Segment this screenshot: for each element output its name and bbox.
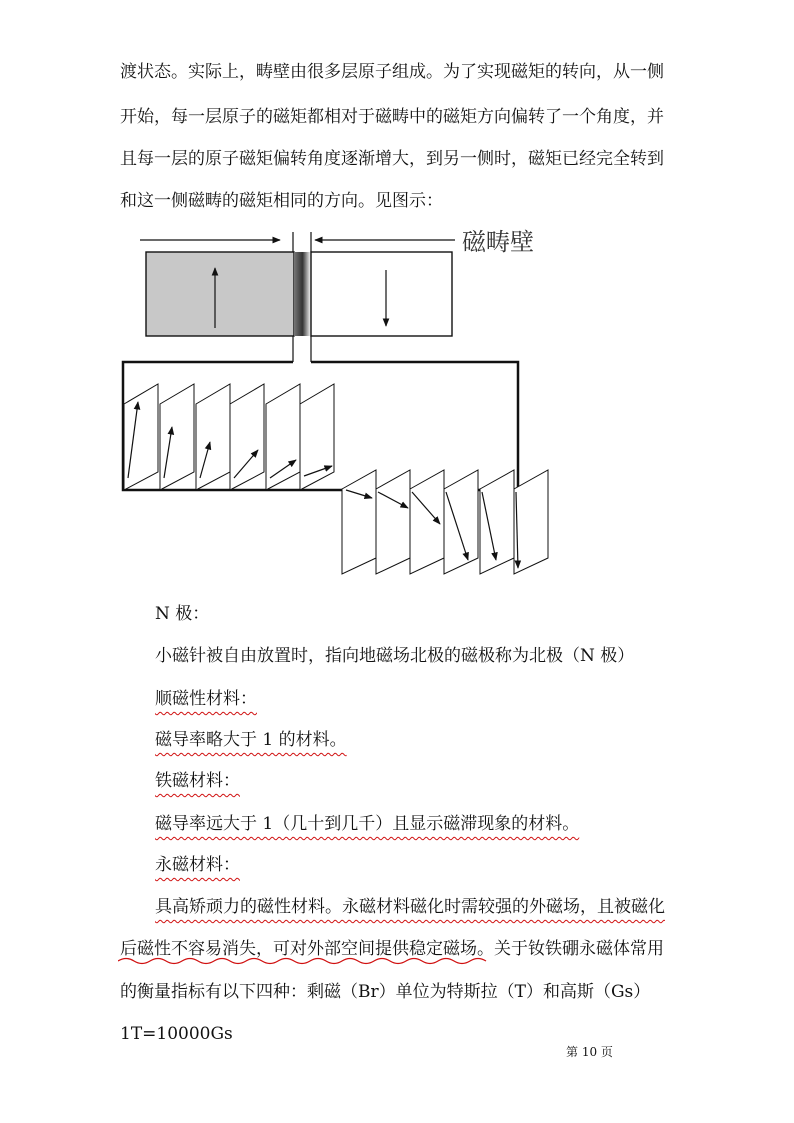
page-number: 第 10 页 [566, 1045, 613, 1059]
n-pole-title: N 极： [155, 604, 210, 624]
permanent-line [155, 897, 665, 917]
permanent-title: 永磁材料： [155, 855, 240, 875]
paramagnetic-text: 磁导率略大于 1 的材料。 [155, 730, 347, 750]
red-annotation-underline [118, 955, 498, 967]
domain-wall-label: 磁畴壁 [462, 228, 534, 256]
unit-line: 1T=10000Gs [120, 1024, 233, 1044]
ferromagnetic-text: 磁导率远大于 1（几十到几千）且显示磁滞现象的材料。 [155, 814, 580, 834]
n-pole-text: 小磁针被自由放置时，指向地磁场北极的磁极称为北极（N 极） [155, 646, 635, 666]
right-domain [311, 252, 452, 336]
domain-wall [294, 252, 311, 336]
permanent-line-text: 后磁性不容易消失，可对外部空间提供稳定磁场。关于钕铁硼永磁体常用 [120, 939, 664, 959]
paragraph-line: 开始，每一层原子的磁矩都相对于磁畴中的磁矩方向偏转了一个角度，并 [120, 107, 664, 127]
paragraph-line: 渡状态。实际上，畴壁由很多层原子组成。为了实现磁矩的转向，从一侧 [120, 62, 664, 82]
permanent-line-text: 具高矫顽力的磁性材料。永磁材料磁化时需较强的外磁场，且被磁化 [155, 897, 665, 917]
atomic-layer-planes-upper [124, 384, 334, 490]
permanent-line: 的衡量指标有以下四种：剩磁（Br）单位为特斯拉（T）和高斯（Gs） [120, 982, 651, 1002]
paragraph-line: 且每一层的原子磁矩偏转角度逐渐增大，到另一侧时，磁矩已经完全转到 [120, 149, 664, 169]
left-domain [146, 252, 294, 336]
ferromagnetic-title: 铁磁材料： [155, 771, 240, 791]
paramagnetic-title: 顺磁性材料： [155, 689, 257, 709]
paragraph-line: 和这一侧磁畴的磁矩相同的方向。见图示： [120, 191, 443, 211]
domain-wall-diagram [110, 222, 570, 584]
